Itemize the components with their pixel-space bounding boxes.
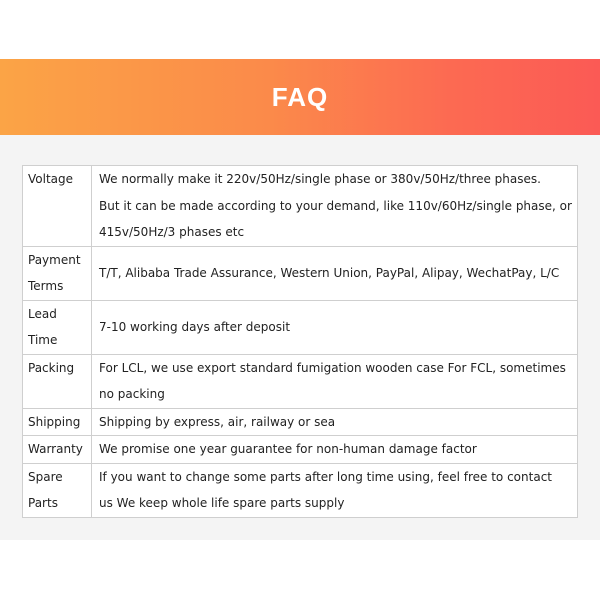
- banner-title: FAQ: [271, 81, 329, 112]
- faq-row-voltage: [23, 166, 578, 247]
- faq-value-text: But it can be made according to your demand, like 110v/60Hz/single phase, or: [99, 198, 572, 213]
- faq-value-text: no packing: [99, 387, 165, 401]
- faq-label-text: Payment: [28, 252, 81, 267]
- faq-value-text: We promise one year guarantee for non-human damage factor: [99, 442, 477, 456]
- faq-value-text: us We keep whole life spare parts supply: [99, 496, 345, 510]
- faq-label-cell: [23, 354, 92, 408]
- faq-label-text: Packing: [28, 360, 75, 375]
- faq-value-text: T/T, Alibaba Trade Assurance, Western Union, PayPal, Alipay, WechatPay, L/C: [99, 265, 560, 280]
- faq-label-text: Lead Time: [28, 306, 58, 347]
- faq-value-text: Shipping by express, air, railway or sea: [99, 414, 336, 429]
- faq-label-text: Parts: [28, 496, 58, 510]
- faq-banner: [0, 59, 600, 135]
- faq-value-text: We normally make it 220v/50Hz/single phase or 380v/50Hz/three phases.: [99, 172, 541, 186]
- faq-value-cell: [92, 354, 578, 408]
- faq-label-text: Spare: [28, 469, 63, 484]
- faq-value-cell: [92, 300, 578, 354]
- faq-label-cell: [23, 463, 92, 517]
- faq-value-text: For LCL, we use export standard fumigation wooden case For FCL, sometimes: [99, 360, 566, 375]
- faq-value-text: 7-10 working days after deposit: [99, 319, 291, 334]
- faq-row-shipping: [23, 408, 578, 436]
- faq-label-text: Shipping: [28, 414, 81, 429]
- faq-value-cell: [92, 408, 578, 436]
- faq-value-text: 415v/50Hz/3 phases etc: [99, 225, 245, 239]
- faq-value-text: If you want to change some parts after long time using, feel free to contact: [99, 469, 552, 484]
- faq-value-cell: [92, 436, 578, 464]
- faq-value-cell: [92, 166, 578, 247]
- faq-label-cell: [23, 408, 92, 436]
- faq-row-spare-parts: [23, 463, 578, 517]
- faq-label-cell: [23, 246, 92, 300]
- faq-label-text: Warranty: [28, 442, 83, 456]
- faq-label-cell: [23, 166, 92, 247]
- faq-label-text: Voltage: [28, 172, 74, 186]
- faq-label-cell: [23, 300, 92, 354]
- faq-value-cell: [92, 246, 578, 300]
- faq-label-cell: [23, 436, 92, 464]
- faq-row-payment-terms: [23, 246, 578, 300]
- faq-row-packing: [23, 354, 578, 408]
- faq-value-cell: [92, 463, 578, 517]
- faq-label-text: Terms: [28, 279, 64, 293]
- faq-table: [22, 165, 578, 518]
- faq-row-warranty: [23, 436, 578, 464]
- faq-row-lead-time: [23, 300, 578, 354]
